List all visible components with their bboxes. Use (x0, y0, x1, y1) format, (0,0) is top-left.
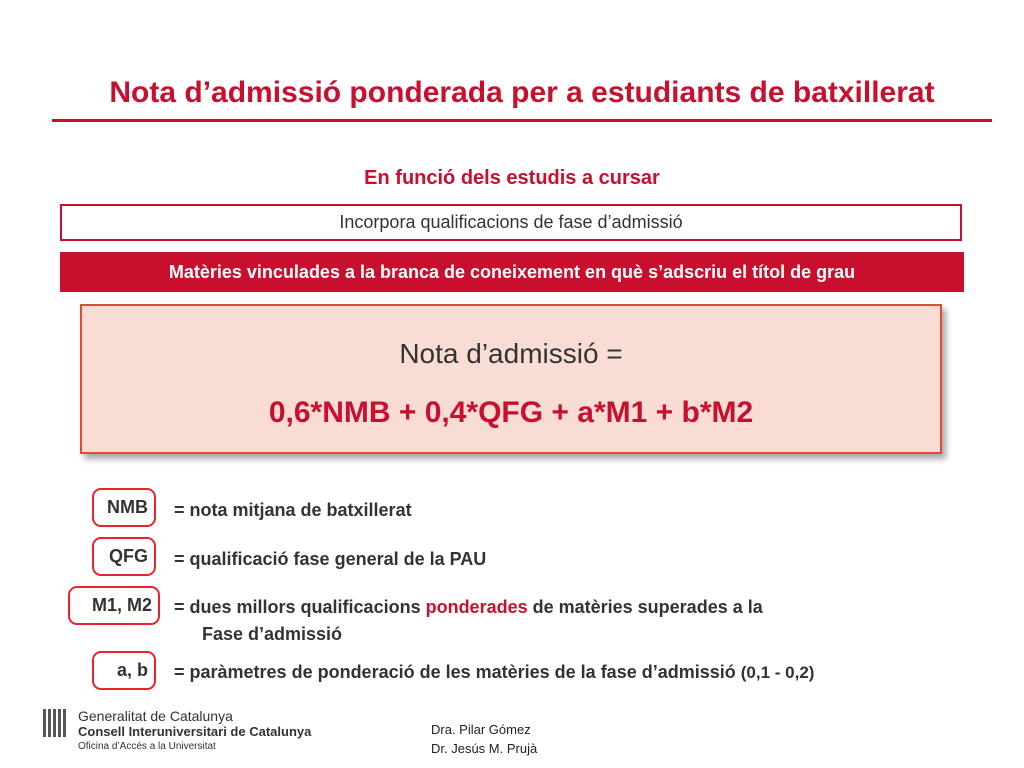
definition-text: = qualificació fase general de la PAU (174, 549, 487, 569)
term-m1-m2-definition-line2: Fase d’admissió (202, 624, 343, 644)
definition-text-cont: de matèries superades a la (527, 597, 763, 617)
definition-range: (0,1 - 0,2) (740, 663, 815, 682)
title-divider (52, 119, 992, 122)
linked-subjects-banner (60, 252, 964, 292)
formula-box (80, 304, 942, 454)
term-nmb-definition (174, 500, 412, 521)
term-label: QFG (109, 546, 148, 566)
author-1: Dra. Pilar Gómez (431, 722, 531, 737)
subtitle: En funció dels estudis a cursar (364, 167, 660, 189)
org-name: Generalitat de Catalunya (78, 708, 233, 724)
author-2: Dr. Jesús M. Prujà (431, 741, 538, 756)
formula-label: Nota d’admissió = (399, 338, 623, 369)
term-label: M1, M2 (91, 595, 152, 615)
office-name: Oficina d’Accés a la Universitat (78, 741, 216, 752)
term-label: a, b (116, 660, 148, 680)
term-nmb (92, 488, 156, 527)
term-a-b (92, 651, 156, 690)
term-m1-m2-definition (174, 597, 763, 618)
term-label: NMB (107, 497, 148, 517)
term-a-b-definition (174, 662, 814, 683)
council-name: Consell Interuniversitari de Catalunya (78, 724, 312, 739)
term-m1-m2 (68, 586, 160, 625)
term-qfg-definition (174, 549, 486, 570)
generalitat-logo-icon (42, 708, 68, 738)
admission-phase-box (60, 204, 962, 241)
admission-phase-text: Incorpora qualificacions de fase d’admissió (339, 212, 683, 232)
linked-subjects-text: Matèries vinculades a la branca de coneixement en què s’adscriu el títol de grau (168, 261, 856, 282)
page-title: Nota d’admissió ponderada per a estudiants de batxillerat (109, 76, 935, 109)
definition-text: = paràmetres de ponderació de les matèries de la fase d’admissió (174, 662, 741, 682)
footer-org-text (78, 708, 311, 752)
term-qfg (92, 537, 156, 576)
formula-expression: 0,6*NMB + 0,4*QFG + a*M1 + b*M2 (268, 396, 754, 429)
definition-text: = dues millors qualificacions (174, 597, 426, 617)
definition-highlight: ponderades (425, 597, 528, 617)
authors (431, 720, 537, 758)
definition-text: = nota mitjana de batxillerat (174, 500, 412, 520)
